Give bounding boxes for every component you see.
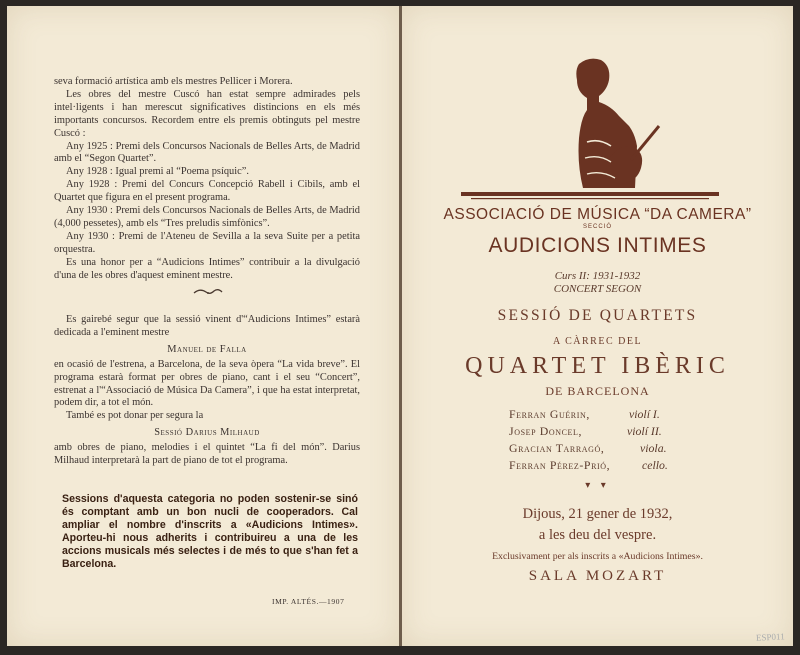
venue-name: SALA MOZART <box>528 568 667 584</box>
upcoming-text <box>54 314 360 468</box>
printer-imprint: IMP. ALTÉS.—1907 <box>272 597 345 606</box>
exclusive-note: Exclusivament per als inscrits a «Audicions Intimes». <box>492 551 703 562</box>
member-row <box>509 440 689 457</box>
members-list <box>509 406 689 474</box>
bio-text <box>54 76 360 283</box>
archive-stamp: ESP011 <box>756 631 786 643</box>
membership-notice: Sessions d'aquesta categoria no poden sostenir-se sinó és comptant amb un bon nucli de cooperadors. Cal ampliar el nombre d'inscrits a «Audicions Intimes». Aporteu-hi nous adherits i contribuireu a una de les accions musicals més selectes i de més to que s'han fet a Barcelona. <box>62 493 358 571</box>
ornament-divider <box>192 287 224 297</box>
member-name: Josep Doncel, <box>509 424 583 438</box>
course-info <box>402 270 793 296</box>
composer-falla: Manuel de Falla <box>167 343 247 355</box>
member-instrument: violí II. <box>627 424 662 438</box>
time-text: a les deu del vespre. <box>538 527 657 543</box>
audicions-title: AUDICIONS INTIMES <box>488 234 707 257</box>
quartet-city: DE BARCELONA <box>545 384 650 398</box>
award-line: Any 1930 : Premi de l'Ateneu de Sevilla a la seva Suite per a petita orquestra. <box>54 230 360 255</box>
association-name: ASSOCIACIÓ DE MÚSICA “DA CAMERA” <box>443 206 752 223</box>
date-text: Dijous, 21 gener de 1932, <box>522 506 673 522</box>
composer-milhaud: Sessió Darius Milhaud <box>154 427 260 439</box>
cellist-emblem <box>459 54 721 206</box>
ornament-arrows: ▾ ▾ <box>585 480 610 491</box>
member-instrument: viola. <box>640 441 667 455</box>
award-line: Any 1928 : Premi del Concurs Concepció Rabell i Cibils, amb el Quartet que figura en el present programa. <box>54 179 360 204</box>
concert-number: CONCERT SEGON <box>553 283 642 295</box>
bio-line: Les obres del mestre Cuscó han estat sempre admirades pels intel·ligents i han merescut significatives distincions en els més importants concursos. Recordem entre els premis obtinguts pel mestre Cuscó : <box>54 88 360 139</box>
session-title: SESSIÓ DE QUARTETS <box>497 307 698 324</box>
quartet-name: QUARTET IBÈRIC <box>465 353 730 379</box>
member-name: Gracian Tarragó, <box>509 441 605 455</box>
left-page <box>7 6 399 646</box>
member-instrument: violí I. <box>629 407 660 421</box>
award-line: Any 1928 : Igual premi al “Poema psíquic”. <box>66 166 249 178</box>
next-session-text: Es gairebé segur que la sessió vinent d'“Audicions Intimes” estarà dedicada a l'eminent mestre <box>54 314 360 338</box>
award-line: Any 1930 : Premi dels Concursos Nacionals de Belles Arts, de Madrid (4,000 pessetes), amb els “Tres preludis simfònics”. <box>54 205 360 229</box>
member-row <box>509 423 689 440</box>
by-label: A CÀRREC DEL <box>552 336 643 347</box>
member-row <box>509 406 689 423</box>
concert-date <box>402 504 793 546</box>
member-instrument: cello. <box>642 458 668 472</box>
award-line: Any 1925 : Premi dels Concursos Nacionals de Belles Arts, de Madrid amb el “Segon Quartet”. <box>54 140 360 165</box>
falla-text: en ocasió de l'estrena, a Barcelona, de la seva òpera “La vida breve”. El programa estarà format per obres de piano, cant i el seu “Concert”, estrenat a l'“Associació de Música Da Camera”, i que ha estat interpretat, podem dir, a tot el món. <box>54 358 360 409</box>
right-page <box>402 6 793 646</box>
milhaud-text: amb obres de piano, melodies i el quintet “La fi del món”. Darius Milhaud interpretarà la part de piano de tot el programa. <box>54 442 360 467</box>
member-name: Ferran Guérin, <box>509 407 590 421</box>
bio-line: seva formació artística amb els mestres Pellicer i Morera. <box>54 76 293 87</box>
member-name: Ferran Pérez-Prió, <box>509 458 611 472</box>
also-text: També es pot donar per segura la <box>66 410 204 422</box>
bio-line: Es una honor per a “Audicions Intimes” contribuir a la divulgació d'una de les obres d'aquest eminent mestre. <box>54 256 360 281</box>
member-row <box>509 457 689 474</box>
course-year: Curs II: 1931-1932 <box>554 270 641 282</box>
section-label: SECCIÓ <box>582 224 612 230</box>
